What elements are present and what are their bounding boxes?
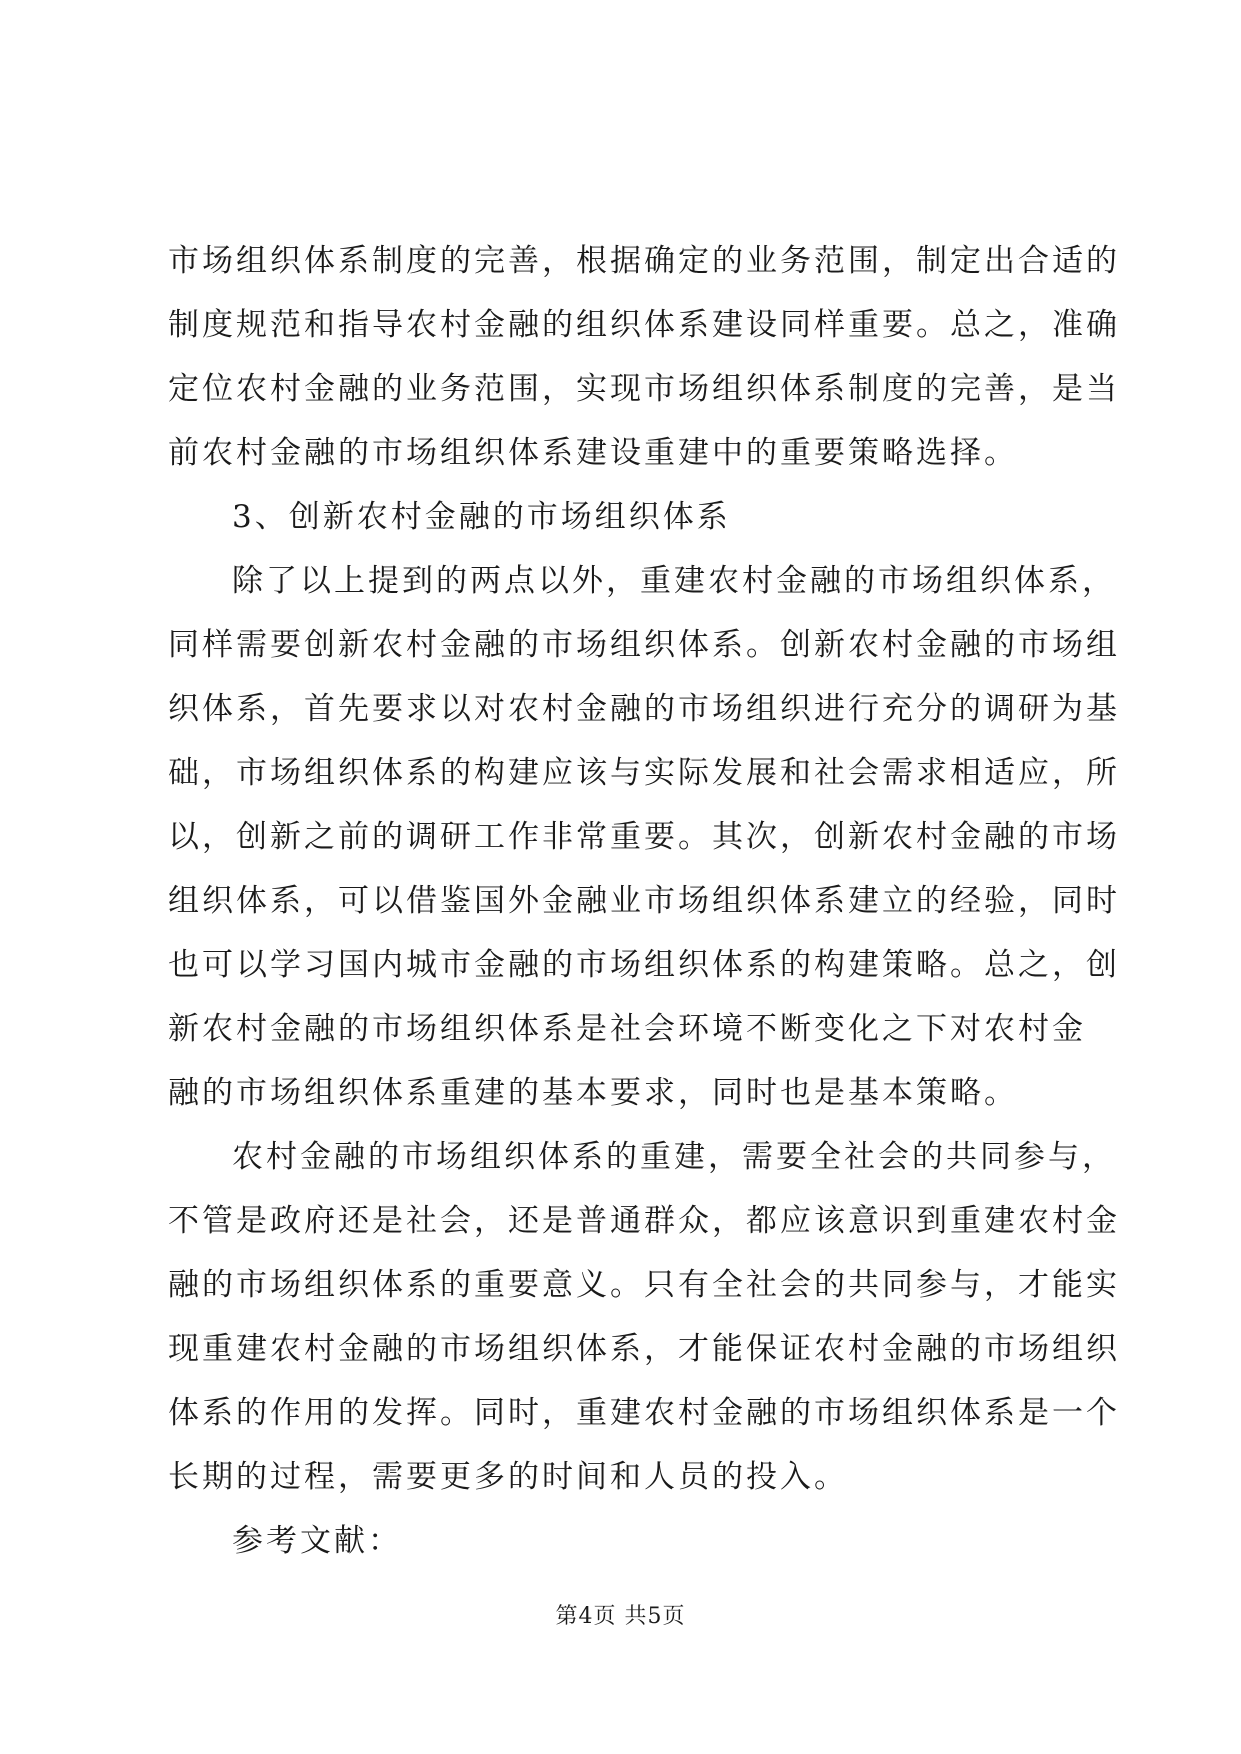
text-line: 也可以学习国内城市金融的市场组织体系的构建策略。总之，创 <box>168 947 1120 983</box>
text-line: 定位农村金融的业务范围，实现市场组织体系制度的完善，是当 <box>168 371 1120 407</box>
text-line: 前农村金融的市场组织体系建设重建中的重要策略选择。 <box>168 435 1018 471</box>
text-line: 除了以上提到的两点以外，重建农村金融的市场组织体系， <box>232 563 1116 599</box>
text-line: 新农村金融的市场组织体系是社会环境不断变化之下对农村金 <box>168 1011 1086 1047</box>
text-line: 同样需要创新农村金融的市场组织体系。创新农村金融的市场组 <box>168 627 1120 663</box>
text-line: 制度规范和指导农村金融的组织体系建设同样重要。总之，准确 <box>168 307 1120 343</box>
text-line: 融的市场组织体系重建的基本要求，同时也是基本策略。 <box>168 1075 1018 1111</box>
text-line: 3、创新农村金融的市场组织体系 <box>232 499 731 535</box>
text-line: 以，创新之前的调研工作非常重要。其次，创新农村金融的市场 <box>168 819 1120 855</box>
text-line: 不管是政府还是社会，还是普通群众，都应该意识到重建农村金 <box>168 1203 1120 1239</box>
text-line: 织体系，首先要求以对农村金融的市场组织进行充分的调研为基 <box>168 691 1120 727</box>
text-line: 参考文献： <box>232 1523 402 1559</box>
text-line: 组织体系，可以借鉴国外金融业市场组织体系建立的经验，同时 <box>168 883 1120 919</box>
text-line: 农村金融的市场组织体系的重建，需要全社会的共同参与， <box>232 1139 1116 1175</box>
text-line: 体系的作用的发挥。同时，重建农村金融的市场组织体系是一个 <box>168 1395 1120 1431</box>
text-line: 市场组织体系制度的完善，根据确定的业务范围，制定出合适的 <box>168 243 1120 279</box>
text-line: 础，市场组织体系的构建应该与实际发展和社会需求相适应，所 <box>168 755 1120 791</box>
page-footer: 第4页 共5页 <box>555 1604 686 1629</box>
document-body <box>168 229 1120 1573</box>
text-line: 融的市场组织体系的重要意义。只有全社会的共同参与，才能实 <box>168 1267 1120 1303</box>
text-line: 现重建农村金融的市场组织体系，才能保证农村金融的市场组织 <box>168 1331 1120 1367</box>
text-line: 长期的过程，需要更多的时间和人员的投入。 <box>168 1459 848 1495</box>
